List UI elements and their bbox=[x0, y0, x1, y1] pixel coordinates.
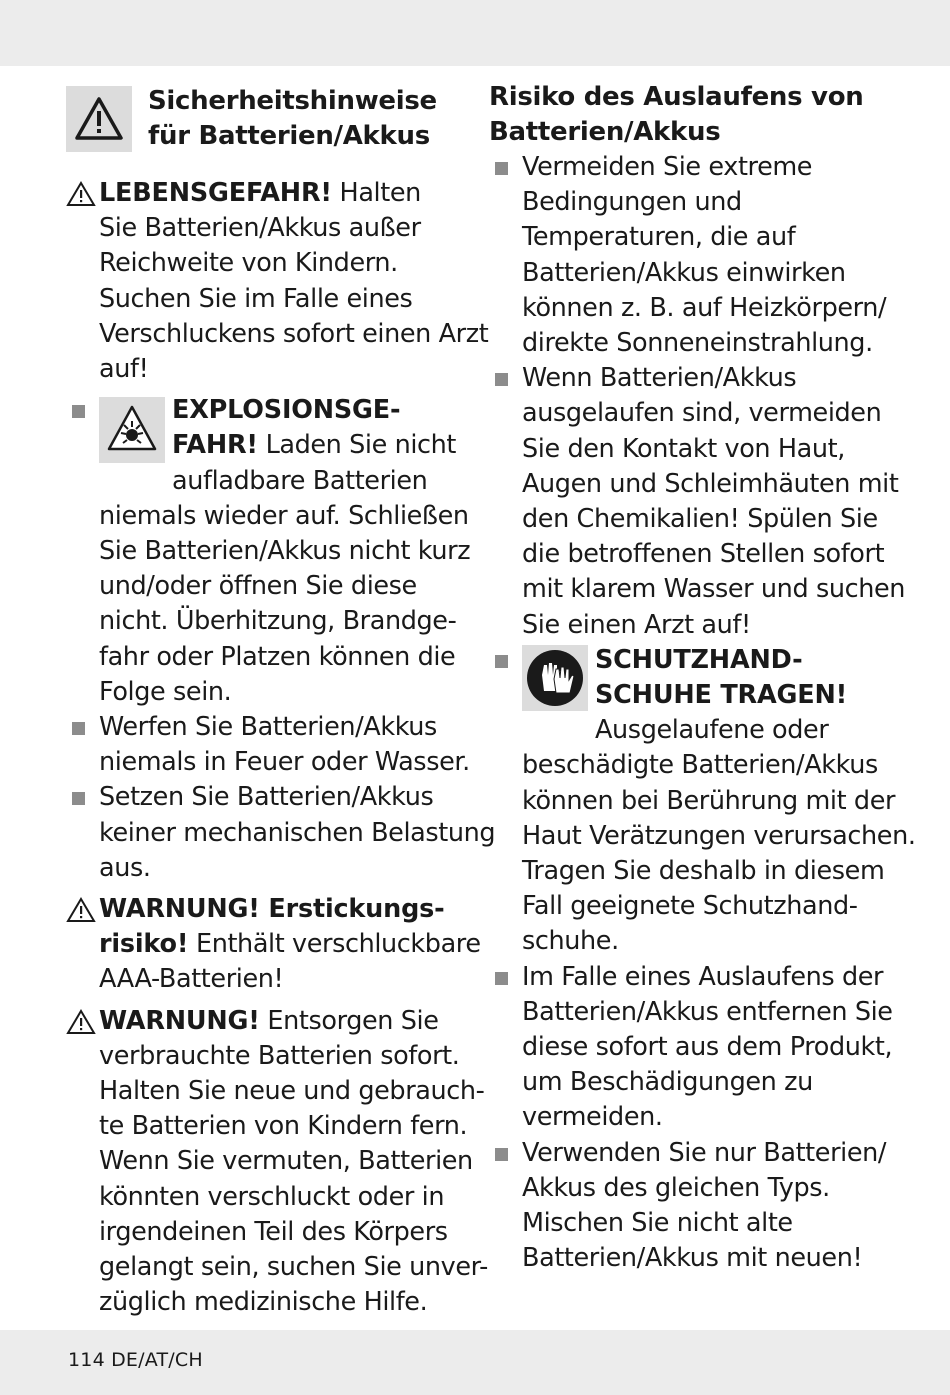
list-item: Wenn Batterien/Akkus ausgelaufen sind, vermeiden Sie den Kontakt von Haut, Augen und Schleimhäuten mit den Chemikalien! Spülen Sie die betroffenen Stellen sofort mit klarem Wasser und suchen Sie einen Arzt auf! bbox=[489, 361, 894, 643]
entsorgung-warning: WARNUNG! Entsorgen Sie verbrauchte Batterien sofort. Halten Sie neue und gebrauch- te Batterien von Kindern fern. Wenn Sie vermuten, Batterien könnten verschluckt oder in irgendeinen Teil des Körpers gelangt sein, suchen Sie unver- züglich medizinische Hilfe. bbox=[66, 1004, 466, 1321]
warning-triangle-icon bbox=[66, 897, 96, 923]
warning-triangle-icon bbox=[66, 181, 96, 207]
warnung-label: WARNUNG! Erstickungs- bbox=[99, 894, 445, 925]
schutzhandschuhe-notice: SCHUTZHAND- SCHUHE TRAGEN! Ausgelaufene oder beschädigte Batterien/Akkus können bei Berührung mit der Haut Verätzungen verursachen. Tragen Sie deshalb in diesem Fall geeignete Schutzhand- schuhe. bbox=[489, 643, 894, 960]
warnung-label: WARNUNG! bbox=[99, 1005, 260, 1036]
list-item: Im Falle eines Auslaufens der Batterien/Akkus entfernen Sie diese sofort aus dem Produkt, um Beschädigungen zu vermeiden. bbox=[489, 960, 894, 1136]
risiko-label: risiko! bbox=[99, 929, 189, 960]
bullet-square bbox=[495, 1148, 508, 1161]
protective-gloves-icon bbox=[522, 645, 588, 711]
section-title: Sicherheitshinweise für Batterien/Akkus bbox=[148, 86, 437, 151]
right-column bbox=[489, 80, 916, 1277]
lebensgefahr-label: LEBENSGEFAHR! bbox=[99, 178, 332, 208]
explosion-label-1: EXPLOSIONSGE- bbox=[172, 395, 401, 426]
explosion-notice: EXPLOSIONSGE- FAHR! Laden Sie nicht aufladbare Batterien niemals wieder auf. Schließen Sie Batterien/Akkus nicht kurz und/oder öffnen Sie diese nicht. Überhitzung, Brandge- fahr oder Platzen können die Folge sein. bbox=[66, 393, 466, 710]
section-title-block bbox=[66, 80, 466, 176]
list-item: Vermeiden Sie extreme Bedingungen und Temperaturen, die auf Batterien/Akkus einwirken können z. B. auf Heizkörpern/ direkte Sonneneinstrahlung. bbox=[489, 150, 894, 361]
list-item: Werfen Sie Batterien/Akkus niemals in Feuer oder Wasser. bbox=[66, 710, 466, 780]
left-column bbox=[66, 80, 496, 1321]
bullet-square bbox=[72, 722, 85, 735]
section-heading: Risiko des Auslaufens von Batterien/Akkus bbox=[489, 82, 864, 147]
bullet-square bbox=[72, 405, 85, 418]
warning-triangle-icon bbox=[66, 1009, 96, 1035]
header-band bbox=[0, 0, 950, 66]
bullet-square bbox=[72, 792, 85, 805]
bullet-square bbox=[495, 162, 508, 175]
list-item: Verwenden Sie nur Batterien/ Akkus des gleichen Typs. Mischen Sie nicht alte Batterien/Akkus mit neuen! bbox=[489, 1136, 894, 1277]
bullet-square bbox=[495, 655, 508, 668]
warning-triangle-icon bbox=[66, 86, 132, 152]
bullet-square bbox=[495, 972, 508, 985]
schutz-label-2: SCHUHE TRAGEN! bbox=[595, 680, 848, 711]
explosion-label-2: FAHR! bbox=[172, 430, 258, 461]
schutz-label-1: SCHUTZHAND- bbox=[595, 644, 803, 675]
lebensgefahr-notice: LEBENSGEFAHR! Halten Sie Batterien/Akkus außer Reichweite von Kindern. Suchen Sie im Falle eines Verschluckens sofort einen Arzt auf! bbox=[66, 176, 466, 387]
bullet-square bbox=[495, 373, 508, 386]
erstickung-warning: WARNUNG! Erstickungs- risiko! Enthält verschluckbare AAA-Batterien! bbox=[66, 892, 466, 998]
explosive-hazard-icon bbox=[99, 397, 165, 463]
page-number: 114 DE/AT/CH bbox=[68, 1349, 203, 1371]
list-item: Setzen Sie Batterien/Akkus keiner mechanischen Belastung aus. bbox=[66, 780, 466, 886]
